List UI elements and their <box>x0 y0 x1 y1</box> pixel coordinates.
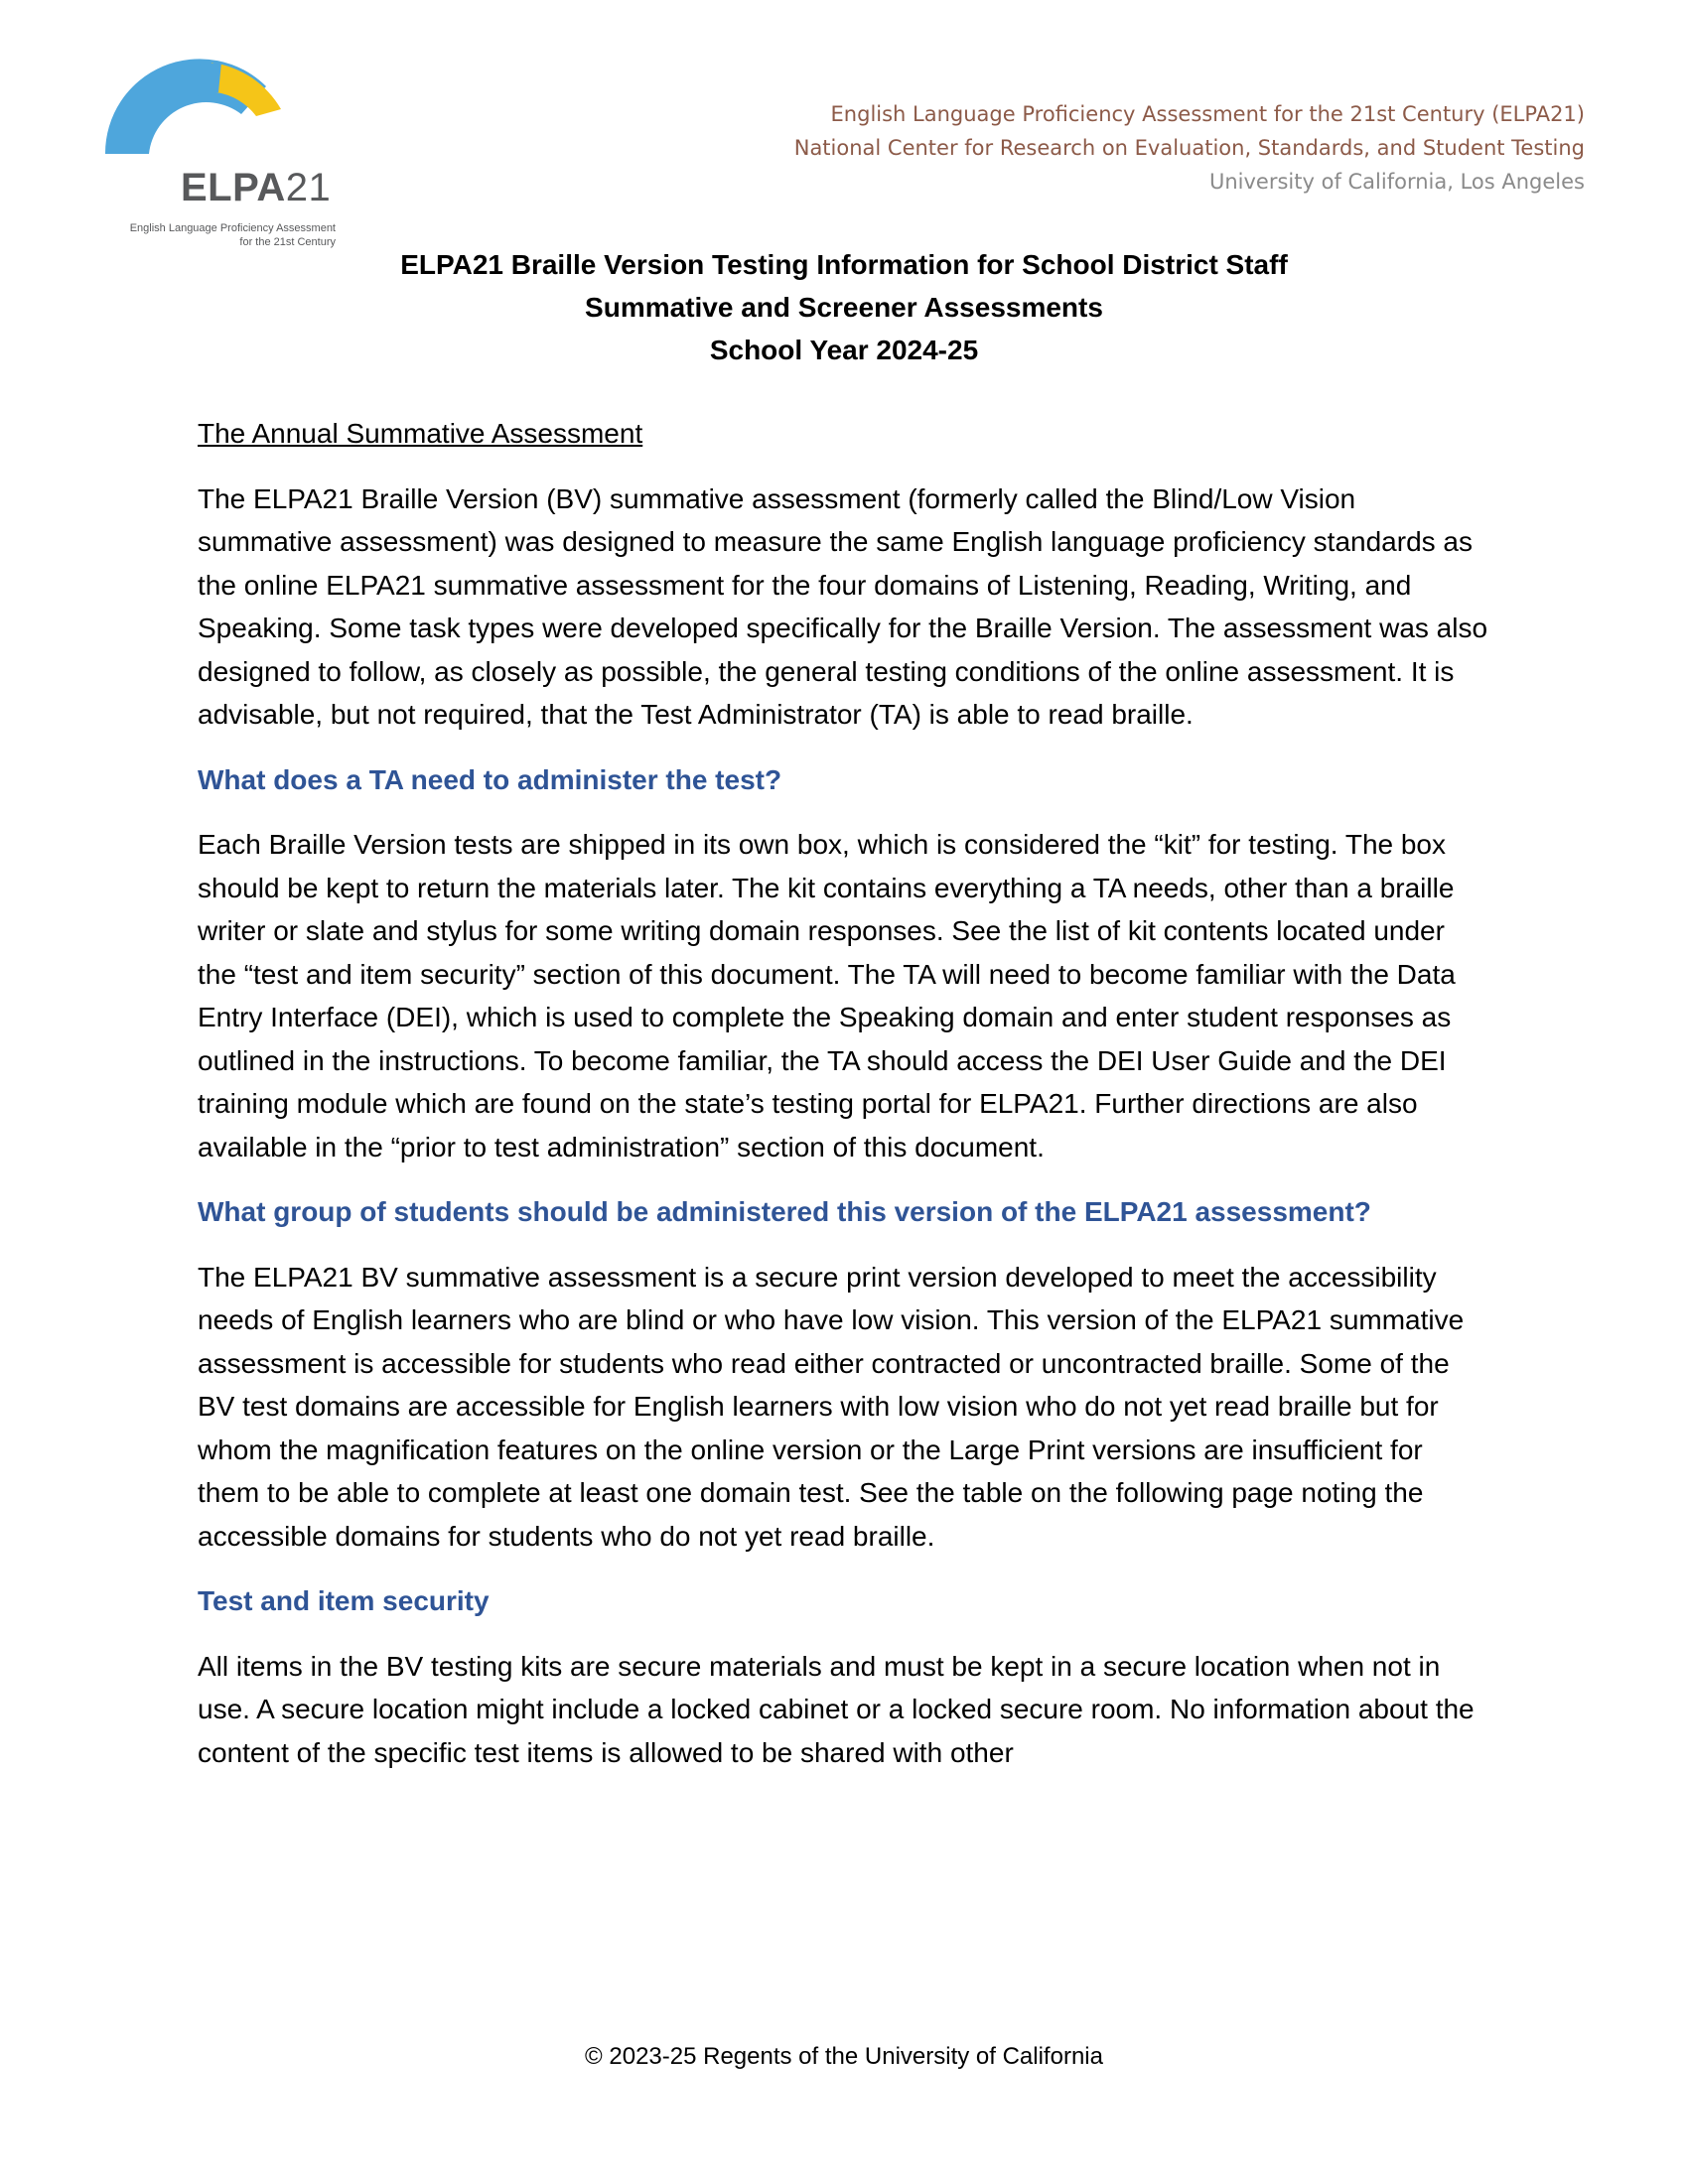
student-group-paragraph: The ELPA21 BV summative assessment is a secure print version developed to meet the accessibility needs of English learners who are blind or who have low vision. This version of the ELPA21 summative assessment is accessible for students who read either contracted or uncontracted braille. Some of the BV test domains are accessible for English learners with low vision who do not yet read braille but for whom the magnification features on the online version or the Large Print versions are insufficient for them to be able to complete at least one domain test. See the table on the following page noting the accessible domains for students who do not yet read braille. <box>198 1261 1465 1552</box>
logo-arc-icon <box>97 55 346 154</box>
elpa21-logo <box>97 55 346 248</box>
title-line-2: Summative and Screener Assessments <box>585 292 1103 323</box>
org-line-cresst: National Center for Research on Evaluation, Standards, and Student Testing <box>793 136 1585 160</box>
logo-tagline-line-2: for the 21st Century <box>239 236 336 248</box>
logo-wordmark: ELPA21 <box>181 166 332 209</box>
logo-tagline-line-1: English Language Proficiency Assessment <box>129 222 336 234</box>
title-line-1: ELPA21 Braille Version Testing Information for School District Staff <box>400 249 1288 280</box>
student-group-heading: What group of students should be administered this version of the ELPA21 assessment? <box>198 1196 1371 1227</box>
org-line-ucla: University of California, Los Angeles <box>1208 170 1585 194</box>
ta-requirements-paragraph: Each Braille Version tests are shipped in its own box, which is considered the “kit” for testing. The box should be kept to return the materials later. The kit contains everything a TA needs, other than a braille writer or slate and stylus for some writing domain responses. See the list of kit contents located under the “test and item security” section of this document. The TA will need to become familiar with the Data Entry Interface (DEI), which is used to complete the Speaking domain and enter student responses as outlined in the instructions. To become familiar, the TA should access the DEI User Guide and the DEI training module which are found on the state’s testing portal for ELPA21. Further directions are also available in the “prior to test administration” section of this document. <box>198 829 1456 1162</box>
org-line-elpa21: English Language Proficiency Assessment for the 21st Century (ELPA21) <box>830 102 1585 126</box>
annual-summative-paragraph: The ELPA21 Braille Version (BV) summative assessment (formerly called the Blind/Low Vision summative assessment) was designed to measure the same English language proficiency standards as the online ELPA21 summative assessment for the four domains of Listening, Reading, Writing, and Speaking. Some task types were developed specifically for the Braille Version. The assessment was also designed to follow, as closely as possible, the general testing conditions of the online assessment. It is advisable, but not required, that the Test Administrator (TA) is able to read braille. <box>198 482 1488 730</box>
title-line-3: School Year 2024-25 <box>709 335 979 365</box>
test-security-paragraph: All items in the BV testing kits are secure materials and must be kept in a secure location when not in use. A secure location might include a locked cabinet or a locked secure room. No information about the content of the specific test items is allowed to be shared with other <box>198 1650 1475 1768</box>
organization-header <box>794 97 1585 199</box>
document-body <box>198 412 1488 1796</box>
test-security-heading: Test and item security <box>198 1585 490 1616</box>
ta-requirements-heading: What does a TA need to administer the test? <box>198 763 782 795</box>
document-title <box>0 243 1688 371</box>
copyright-footer: © 2023-25 Regents of the University of California <box>585 2043 1103 2070</box>
annual-summative-heading: The Annual Summative Assessment <box>198 418 643 449</box>
